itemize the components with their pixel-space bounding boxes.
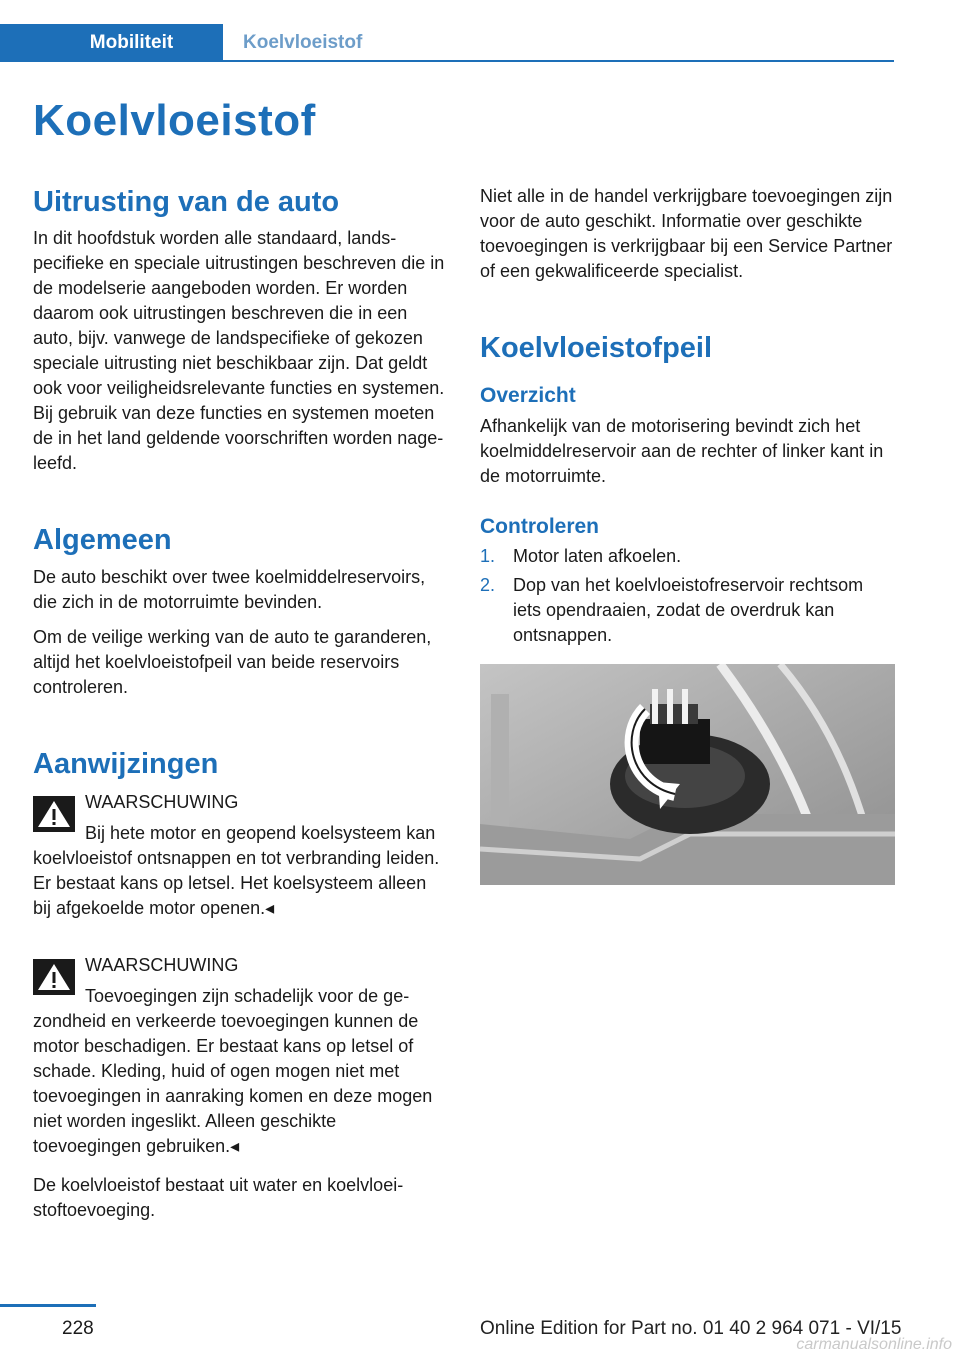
left-column [33,184,449,1233]
coolant-reservoir-cap-illustration [480,664,895,885]
page-number: 228 [62,1318,94,1339]
paragraph: Om de veilige werking van de auto te garanderen, altijd het koelvloeistofpeil van beide reservoirs controleren. [33,626,432,697]
subsection-title-controleren: Controleren [480,514,600,538]
section-title-koelvloeistofpeil: Koelvloeistofpeil [480,332,713,364]
edition-text: Online Edition for Part no. 01 40 2 964 071 - VI/15 [480,1318,902,1339]
warning-label: WAARSCHUWING [85,791,239,812]
step-text: Dop van het koelvloeistofreservoir rechtsom iets opendraaien, zodat de overdruk kan ontsnappen. [513,574,864,645]
paragraph: Afhankelijk van de motorisering bevindt zich het koelmiddelreservoir aan de rechter of linker kant in de motorruimte. [480,415,884,486]
warning-triangle-icon [33,796,75,832]
step-number: 1. [480,545,496,566]
warning-text: Bij hete motor en geopend koelsysteem kan koelvloeistof ontsnappen en tot verbranding leiden. Er bestaat kans op letsel. Het koelsysteem alleen bij afgekoelde motor openen.◂ [33,822,440,918]
watermark: carmanualsonline.info [796,1336,952,1353]
warning-block [33,953,449,1159]
warning-label: WAARSCHUWING [85,954,239,975]
right-column [480,184,896,885]
header-tab-mobiliteit[interactable] [0,24,223,62]
section-title-aanwijzingen: Aanwijzingen [33,747,219,780]
warning-triangle-icon [33,959,75,995]
step-number: 2. [480,574,496,595]
paragraph: De koelvloeistof bestaat uit water en koelvloeistoftoevoeging. [33,1174,404,1220]
footer-rule [0,1304,96,1307]
page-title: Koelvloeistof [33,96,316,145]
subsection-title-overzicht: Overzicht [480,384,576,408]
paragraph: De auto beschikt over twee koelmiddelreservoirs, die zich in de motorruimte bevinden. [33,566,426,612]
list-item [480,573,896,648]
header-rule [223,60,894,62]
paragraph: In dit hoofdstuk worden alle standaard, landspecifieke en speciale uitrustingen beschreven die in de modelserie aangeboden worden. Er worden daarom ook uitrustingen beschreven die in een auto, bijv. vanwege de landspecifieke of gekozen speciale uitrusting niet beschikbaar zijn. Dat geldt ook voor veiligheidsrelevante functies en systemen. Bij gebruik van deze functies en systemen moeten de in het land geldende voorschriften worden nageleefd. [33,228,445,474]
paragraph: Niet alle in de handel verkrijgbare toevoegingen zijn voor de auto geschikt. Informatie over geschikte toevoegingen is verkrijgbaar bij een Service Partner of een gekwalificeerde specialist. [480,186,893,281]
list-item [480,544,896,569]
step-text: Motor laten afkoelen. [513,545,682,566]
section-title-algemeen: Algemeen [33,524,172,557]
section-title-uitrusting: Uitrusting van de auto [33,186,340,218]
header-tab-koelvloeistof-label: Koelvloeistof [243,32,363,53]
steps-list [480,544,896,648]
warning-block [33,790,449,921]
header-tab-koelvloeistof[interactable] [223,24,382,62]
header-tab-mobiliteit-label: Mobiliteit [89,32,174,53]
warning-text: Toevoegingen zijn schadelijk voor de gezondheid en verkeerde toevoegingen kunnen de motor beschadigen. Er bestaat kans op letsel of schade. Kleding, huid of ogen mogen niet met toevoegingen in aanraking komen en deze mogen niet worden ingeslikt. Alleen geschikte toevoegingen gebruiken.◂ [33,985,433,1156]
